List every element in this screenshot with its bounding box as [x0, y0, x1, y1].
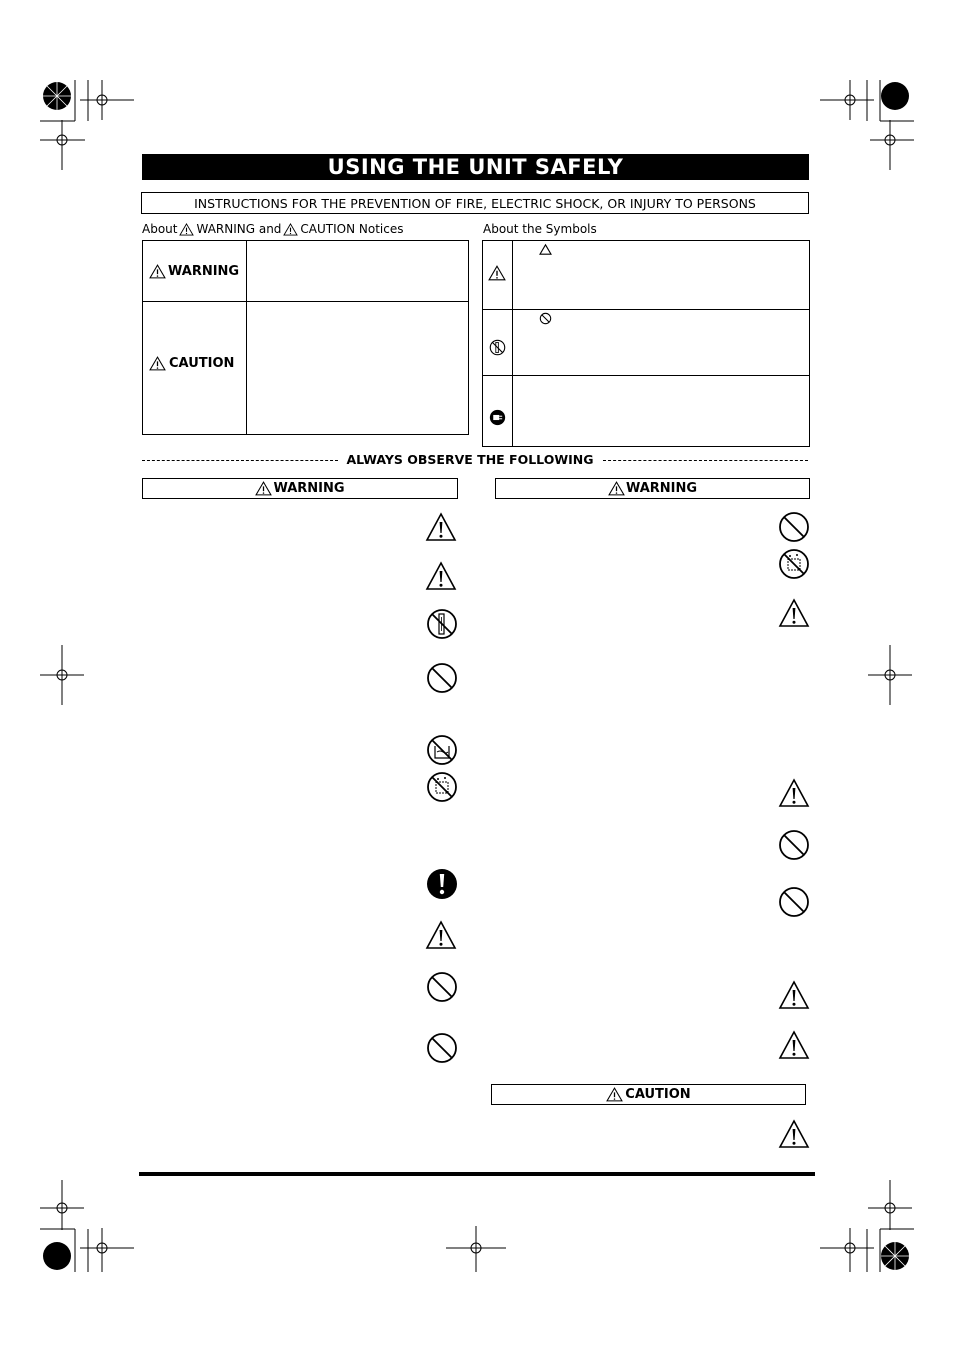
- warning-triangle-icon: [425, 920, 457, 950]
- prohibition-icon: [778, 886, 810, 918]
- caution-header: [491, 1084, 806, 1105]
- notices-heading-caution: CAUTION Notices: [300, 222, 404, 236]
- left-warning-header-text: WARNING: [273, 481, 345, 496]
- symbols-table: [482, 240, 810, 447]
- notices-heading-warning: WARNING and: [196, 222, 282, 236]
- notices-heading: [142, 221, 404, 237]
- prohibition-icon: [778, 829, 810, 861]
- warning-triangle-icon: [255, 481, 272, 496]
- warning-triangle-icon: [179, 223, 194, 236]
- bottom-rule: [139, 1172, 815, 1176]
- caution-notice-label: [149, 353, 234, 373]
- warning-triangle-icon: [149, 264, 166, 279]
- instructions-banner: INSTRUCTIONS FOR THE PREVENTION OF FIRE, ELECTRIC SHOCK, OR INJURY TO PERSONS: [141, 192, 809, 214]
- warning-triangle-icon: [778, 980, 810, 1010]
- warning-triangle-icon: [606, 1087, 623, 1102]
- symbols-heading: About the Symbols: [483, 222, 597, 236]
- warning-triangle-icon: [283, 223, 298, 236]
- do-not-disassemble-icon: [426, 608, 458, 640]
- do-not-disassemble-icon: [489, 339, 506, 356]
- warning-triangle-icon: [778, 1119, 810, 1149]
- prohibition-symbol-icon: [539, 312, 552, 325]
- unplug-icon: [489, 409, 506, 426]
- warning-triangle-icon: [425, 512, 457, 542]
- prohibition-icon: [426, 1032, 458, 1064]
- mandatory-action-icon: [426, 868, 458, 900]
- prohibition-icon: [426, 971, 458, 1003]
- warning-notice-label: [149, 261, 239, 281]
- warning-triangle-icon: [425, 561, 457, 591]
- caution-header-text: CAUTION: [625, 1087, 691, 1102]
- warning-triangle-icon: [149, 356, 166, 371]
- notices-heading-prefix: About: [142, 222, 178, 236]
- notices-table: [142, 240, 469, 435]
- warning-triangle-icon: [608, 481, 625, 496]
- prohibition-icon: [778, 511, 810, 543]
- warning-triangle-icon: [778, 1030, 810, 1060]
- no-moisture-icon: [778, 548, 810, 580]
- warning-triangle-icon: [778, 778, 810, 808]
- warning-triangle-icon: [488, 265, 506, 281]
- triangle-symbol-icon: [539, 244, 552, 255]
- no-water-icon: [426, 734, 458, 766]
- always-observe-heading: ALWAYS OBSERVE THE FOLLOWING: [346, 451, 594, 467]
- warning-triangle-icon: [778, 598, 810, 628]
- left-warning-header: [142, 478, 458, 499]
- right-warning-header: [495, 478, 810, 499]
- page-title: USING THE UNIT SAFELY: [142, 154, 809, 180]
- prohibition-icon: [426, 662, 458, 694]
- no-moisture-icon: [426, 771, 458, 803]
- right-warning-header-text: WARNING: [625, 481, 698, 496]
- caution-label-text: CAUTION: [169, 355, 235, 371]
- warning-label-text: WARNING: [168, 263, 240, 279]
